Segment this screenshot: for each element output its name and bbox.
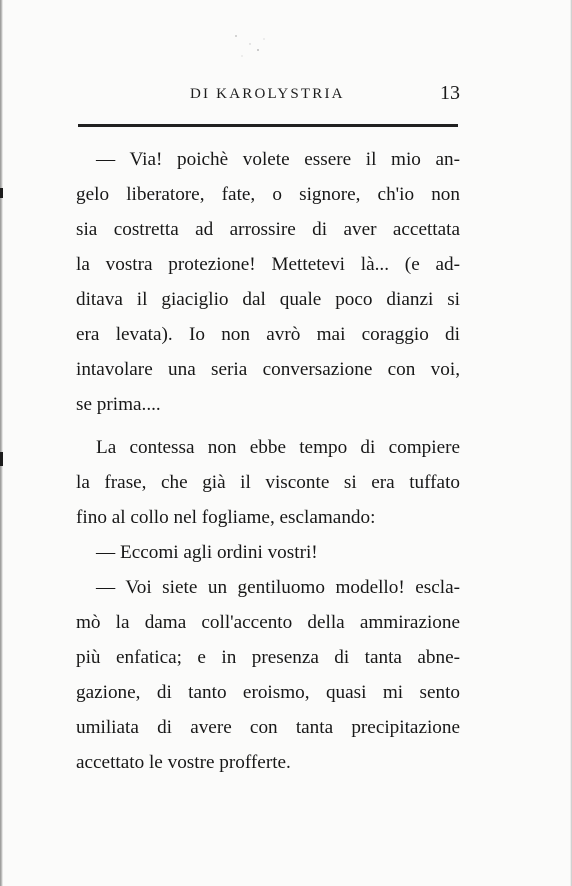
- text-line: accettato le vostre profferte.: [76, 752, 291, 773]
- text-line: gazione, di tanto eroismo, quasi mi sento: [76, 682, 460, 703]
- margin-mark: [0, 452, 3, 466]
- text-line: gelo liberatore, fate, o signore, ch'io non: [76, 184, 460, 205]
- text-line: più enfatica; e in presenza di tanta abne-: [76, 647, 460, 668]
- text-line: fino al collo nel fogliame, esclamando:: [76, 507, 376, 528]
- text-line: intavolare una seria conversazione con voi,: [76, 359, 460, 380]
- text-line: se prima....: [76, 394, 161, 415]
- text-line: ditava il giaciglio dal quale poco dianzi si: [76, 289, 460, 310]
- header-rule: [78, 124, 458, 127]
- text-line: — Voi siete un gentiluomo modello! escla-: [96, 577, 460, 598]
- page-number: 13: [440, 82, 460, 104]
- page-left-edge-shadow: [0, 0, 3, 886]
- text-line: la vostra protezione! Mettetevi là... (e ad-: [76, 254, 460, 275]
- text-line: — Eccomi agli ordini vostri!: [96, 542, 318, 563]
- text-line: mò la dama coll'accento della ammirazione: [76, 612, 460, 633]
- text-line: La contessa non ebbe tempo di compiere: [96, 437, 460, 458]
- text-line: — Via! poichè volete essere il mio an-: [96, 149, 460, 170]
- text-line: sia costretta ad arrossire di aver accettata: [76, 219, 460, 240]
- running-head: [76, 82, 460, 108]
- text-line: la frase, che già il visconte si era tuffato: [76, 472, 460, 493]
- running-title: DI KAROLYSTRIA: [190, 86, 345, 102]
- paragraph-gap: [76, 422, 460, 430]
- text-line: umiliata di avere con tanta precipitazione: [76, 717, 460, 738]
- text-line: era levata). Io non avrò mai coraggio di: [76, 324, 460, 345]
- paper-specks: [228, 30, 278, 70]
- margin-mark: [0, 188, 3, 198]
- body-text: [76, 142, 460, 780]
